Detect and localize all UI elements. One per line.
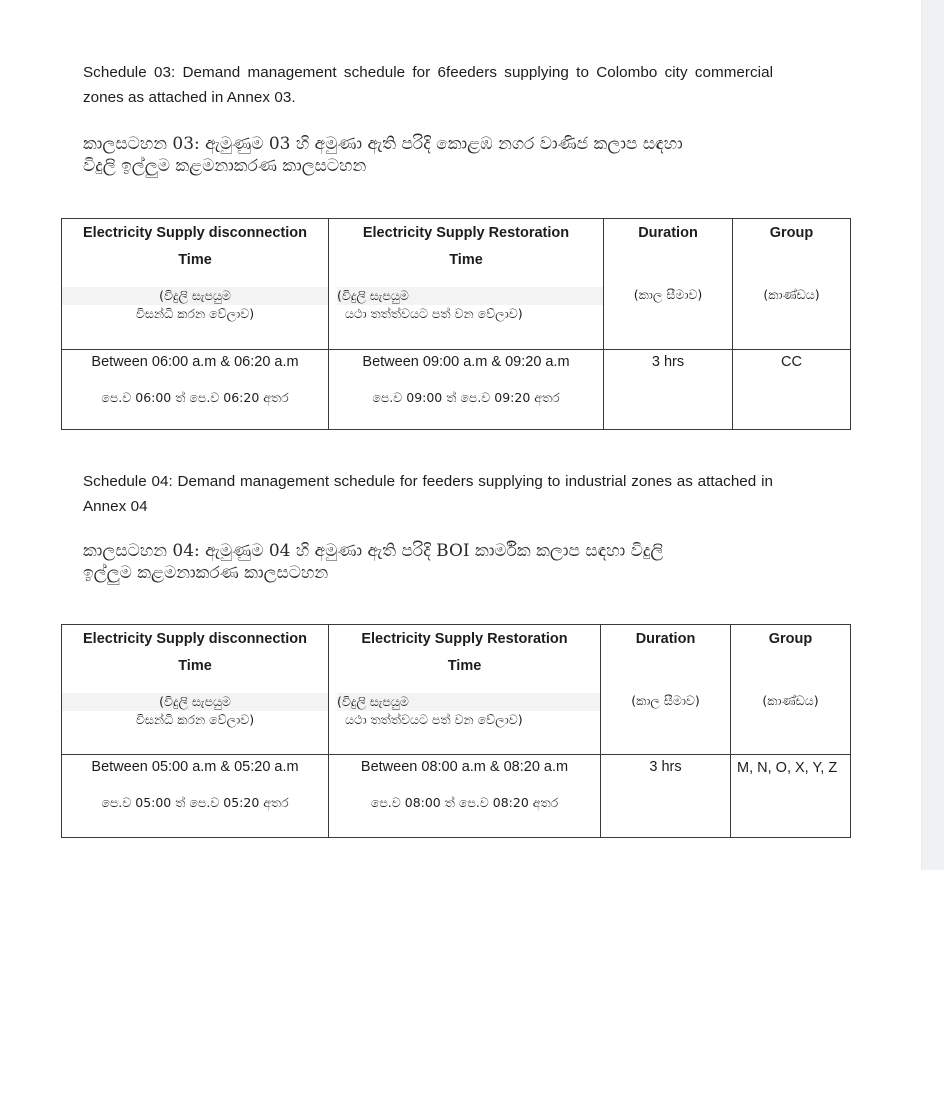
cell-text: Between 09:00 a.m & 09:20 a.m [362, 354, 570, 370]
header-restoration-time [329, 625, 601, 755]
scrollbar-track[interactable] [921, 0, 944, 870]
schedule-03-table [61, 218, 851, 430]
cell-group [731, 755, 851, 838]
table-header-row [62, 625, 851, 755]
schedule-03-heading-text: Schedule 03: Demand management schedule for 6feeders supplying to Colombo city commercial zones as attached in Annex 03. [83, 64, 773, 106]
schedule-03-heading-sinhala-line2: විදුලි ඉල්ලුම කළමනාකරණ කාලසටහන [83, 156, 367, 176]
cell-text: Between 08:00 a.m & 08:20 a.m [360, 759, 569, 775]
cell-disconnection [62, 755, 329, 838]
table-row [62, 755, 851, 838]
schedule-03-heading [83, 60, 773, 110]
cell-text-sinhala: පෙ.ව 05:00 ත් පෙ.ව 05:20 අතර [101, 795, 289, 810]
cell-text: Between 06:00 a.m & 06:20 a.m [91, 354, 299, 370]
schedule-04-heading-sinhala [83, 540, 783, 584]
header-disconnection-time [62, 625, 329, 755]
header-sinhala-line: (විදුලි සැපයුම [337, 287, 603, 305]
header-sinhala: (කාණ්ඩය) [763, 287, 820, 302]
schedule-04-table [61, 624, 851, 838]
header-sinhala [62, 693, 328, 739]
header-sinhala: (කාල සීමාව) [631, 693, 700, 708]
header-label: Time [178, 658, 212, 674]
header-sinhala-line: (විදුලි සැපයුම [62, 693, 328, 711]
header-group [733, 219, 851, 350]
header-disconnection-time [62, 219, 329, 350]
header-sinhala: (කාණ්ඩය) [762, 693, 819, 708]
cell-text: CC [781, 354, 802, 370]
header-label: Electricity Supply Restoration [361, 631, 568, 647]
header-sinhala-line: යථා තත්ත්වයට පත් වන වේලාව) [345, 712, 523, 727]
schedule-04-heading-text: Schedule 04: Demand management schedule for feeders supplying to industrial zones as attached in Annex 04 [83, 473, 773, 515]
schedule-03-heading-sinhala-line1: කාලසටහන 03: ඇමුණුම 03 හි අමුණා ඇති පරිදි කොළඹ නගර වාණිජ කලාප සඳහා [83, 134, 683, 154]
schedule-04-heading [83, 469, 773, 519]
header-label: Group [769, 225, 814, 241]
cell-text-sinhala: පෙ.ව 06:00 ත් පෙ.ව 06:20 අතර [101, 390, 289, 405]
cell-text: M, N, O, X, Y, Z [737, 760, 838, 776]
header-sinhala-line: (විදුලි සැපයුම [337, 693, 600, 711]
cell-duration [601, 755, 731, 838]
header-sinhala-line: විසන්ධි කරන වේලාව) [135, 712, 255, 727]
header-sinhala-line: (විදුලි සැපයුම [62, 287, 328, 305]
header-sinhala: (කාල සීමාව) [633, 287, 703, 302]
header-duration [601, 625, 731, 755]
header-label: Time [178, 252, 212, 268]
header-label: Time [447, 658, 482, 674]
header-label: Duration [638, 225, 698, 241]
header-label: Electricity Supply disconnection [83, 631, 307, 647]
table-header-row [62, 219, 851, 350]
table-row [62, 350, 851, 430]
schedule-03-heading-sinhala [83, 133, 783, 177]
header-group [731, 625, 851, 755]
cell-text-sinhala: පෙ.ව 09:00 ත් පෙ.ව 09:20 අතර [372, 390, 560, 405]
header-restoration-time [329, 219, 604, 350]
cell-restoration [329, 755, 601, 838]
cell-disconnection [62, 350, 329, 430]
schedule-04-heading-sinhala-line1: කාලසටහන 04: ඇමුණුම 04 හි අමුණා ඇති පරිදි BOI කාර්මික කලාප සඳහා විදුලි [83, 541, 664, 561]
cell-text: 3 hrs [649, 759, 682, 775]
header-duration [604, 219, 733, 350]
header-sinhala-line: විසන්ධි කරන වේලාව) [135, 306, 255, 321]
cell-group [733, 350, 851, 430]
header-sinhala [329, 287, 603, 333]
header-label: Group [768, 631, 813, 647]
cell-text: Between 05:00 a.m & 05:20 a.m [91, 759, 299, 775]
schedule-04-heading-sinhala-line2: ඉල්ලුම කළමනාකරණ කාලසටහන [83, 563, 329, 583]
header-label: Time [449, 252, 483, 268]
cell-text: 3 hrs [651, 354, 685, 370]
header-sinhala [62, 287, 328, 333]
header-label: Duration [635, 631, 696, 647]
header-sinhala [329, 693, 600, 739]
header-label: Electricity Supply Restoration [362, 225, 570, 241]
cell-restoration [329, 350, 604, 430]
header-label: Electricity Supply disconnection [83, 225, 307, 241]
cell-text-sinhala: පෙ.ව 08:00 ත් පෙ.ව 08:20 අතර [370, 795, 559, 810]
cell-duration [604, 350, 733, 430]
header-sinhala-line: යථා තත්ත්වයට පත් වන වේලාව) [345, 306, 523, 321]
